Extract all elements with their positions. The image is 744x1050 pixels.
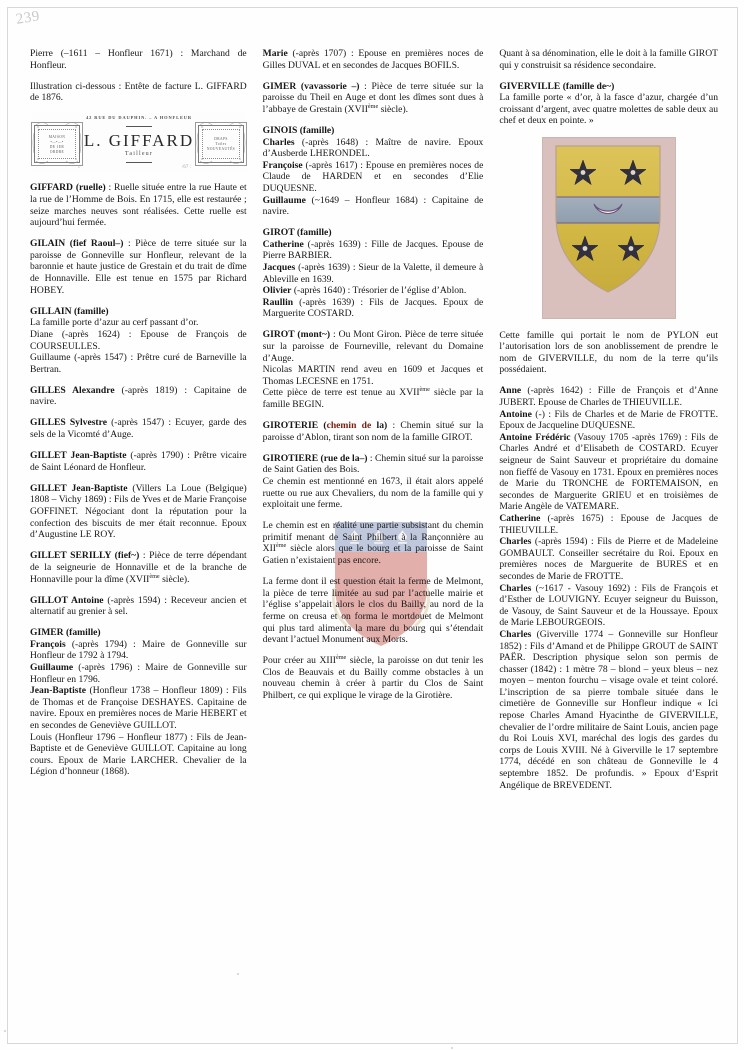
entry-gilles-sylvestre: GILLES Sylvestre (-après 1547) : Ecuyer, garde des sels de la Vicomté d’Auge. [30, 417, 247, 441]
heading-gillain-famille: GILLAIN (famille) [30, 305, 109, 317]
letterhead-left-line: •—•—• [50, 139, 64, 144]
letterhead-right-ornament-box [198, 125, 244, 163]
entry-gillain-diane: Diane (-après 1624) : Epouse de François de COURSEULLES. [30, 328, 247, 352]
entry-giverville-charles-1617: Charles (~1617 - Vasouy 1692) : Fils de François et d’Esther de LOUVIGNY. Ecuyer seigneur du Buisson, de Vasouy, de Saint Sauveur et de la Houssaye. Epoux de Marie LEBOURGEOIS. [499, 582, 718, 629]
heading-girot-famille: GIROT (famille) [262, 227, 332, 239]
entry-giverville-pylon: Cette famille qui portait le nom de PYLON eut l’autorisation lors de son anoblissement de prendre le nom de GIVERVILLE, du nom de la terre qu’ils possédaient. [499, 329, 718, 376]
letterhead-right-line: NOUVEAUTÉS [206, 147, 236, 152]
entry-girot-mont-aveu: Nicolas MARTIN rend aveu en 1609 et Jacques et Thomas LECESNE en 1751. [262, 364, 484, 387]
heading-giverville-famille: GIVERVILLE (famille de~) [499, 80, 615, 92]
entry-gillet-serilly: GILLET SERILLY (fief~) : Pièce de terre dépendant de la seigneurie de Honnaville et de la branche de Honnaville pour la dîme (XVIIème siècle). [30, 550, 247, 585]
entry-gimer-vavassorie: GIMER (vavassorie –) : Pièce de terre située sur la paroisse du Theil en Auge et dont les dîmes sont dues à l’abbaye de Grestain (XVIIème siècle). [262, 80, 484, 115]
entry-girotiere-ferme-melmont: La ferme dont il est question était la ferme de Melmont, la pièce de terre limitée au sud par l’actuelle mairie et l’église s’appelait alors le clos du Bailly, au nord de la ferme on creusa et on forma le mortdouet de Melmont qui plus tard alimenta la mare du bourg qui s’étendait devant l’actuel Monument aux Morts. [262, 576, 484, 646]
letterhead-rule-top [126, 126, 152, 127]
entry-pierre-giffard: Pierre (–1611 – Honfleur 1671) : Marchand de Honfleur. [30, 48, 247, 71]
entry-girot-olivier: Olivier (-après 1640) : Trésorier de l’église d’Ablon. [262, 285, 467, 297]
heading-ginois-famille: GINOIS (famille) [262, 124, 335, 136]
entry-gimer-guillaume: Guillaume (-après 1796) : Maire de Gonneville sur Honfleur en 1796. [30, 662, 247, 685]
entry-giverville-antoine: Antoine (-) : Fils de Charles et de Marie de FROTTE. Epoux de Jacqueline DUQUESNE. [499, 408, 718, 432]
entry-illustration-caption: Illustration ci-dessous : Entête de facture L. GIFFARD de 1876. [30, 80, 247, 104]
entry-girotiere-chemin-primitif: Le chemin est en réalité une partie subsistant du chemin primitif menant de Saint Philbert à la Rançonnière au XIIème siècle alors que le bourg et la paroisse de Saint Gatien n’existaient pas encore. [262, 520, 484, 567]
entry-girot-mont: GIROT (mont~) : Ou Mont Giron. Pièce de terre située sur la paroisse de Fourneville, relevant du Domaine d’Auge. [262, 329, 484, 364]
entry-girotiere-xiii: Pour créer au XIIIème siècle, la paroisse on dut tenir les Clos de Beauvais et du Bailly comme obstacles à un nouveau chemin à créer à partir du Clos de Saint Philbert, ce qui explique le virage de la Girotière. [262, 654, 484, 701]
folio-number: 239 [14, 8, 42, 28]
entry-girotiere-1673: Ce chemin est mentionné en 1673, il était alors appelé ruette ou rue aux Chevaliers, du nom de la famille qui y exploitait une ferme. [262, 476, 484, 511]
entry-girot-catherine: Catherine (-après 1639) : Fille de Jacques. Epouse de Pierre BARBIER. [262, 238, 484, 262]
entry-giverville-blason: La famille porte « d’or, à la fasce d’azur, chargée d’un croissant d’argent, avec quatre molettes de sable deux au chef et deux en pointe. » [499, 92, 718, 127]
column-3 [499, 48, 718, 791]
entry-giverville-charles-1774: Charles (Giverville 1774 – Gonneville sur Honfleur 1852) : Fils d’Amand et de Philippe GROUT de SAINT PAËR. Description physique selon son permis de chasser (1842) : 1 mètre 78 – blond – yeux bleus – nez moyen – menton fourchu – visage ovale et teint coloré. L’inscription de sa pierre tombale située dans le cimetière de Gonneville sur Honfleur indique « Ici repose Charles Amand Hyacinthe de GIVERVILLE, chevalier de l’ordre militaire de Saint Louis, ancien page du Roi Louis XVI, maréchal des logis des gardes du corps de Louis XVIII. Né à Giverville le 17 septembre 1774, décédé en son château de Gonneville le 4 septembre 1852. De profundis. » Epoux d’Esprit Angélique de BREVEDENT. [499, 628, 718, 791]
letterhead-left-line: DE 1ER [49, 144, 65, 149]
entry-giverville-charles-1594: Charles (-après 1594) : Fils de Pierre et de Madeleine GOMBAULT. Conseiller secrétaire du Roi. Epoux en premières noces de Marguerite de BURES et en secondes de Marie de FROTTE. [499, 536, 718, 582]
three-column-layout [30, 48, 718, 978]
entry-giverville-anne: Anne (-après 1642) : Fille de François et d’Anne JUBERT. Epouse de Charles de THIEUVILLE. [499, 385, 718, 409]
entry-gimer-jean-baptiste: Jean-Baptiste (Honfleur 1738 – Honfleur 1809) : Fils de Thomas et de Françoise DESHAYES. Capitaine de navire. Epoux en premières noces de Marie HEBERT et en secondes de Geneviève GUILLOT. [30, 685, 247, 732]
entry-gimer-louis: Louis (Honfleur 1796 – Honfleur 1877) : Fils de Jean-Baptiste et de Geneviève GUILLOT. Capitaine au long cours. Epoux de Marie LARCHER. Chevalier de la Légion d’honneur (1868). [30, 731, 247, 778]
letterhead-mark-left: // [78, 165, 81, 171]
entry-gillet-jean-baptiste-pretre: GILLET Jean-Baptiste (-après 1790) : Prêtre vicaire de Saint Léonard de Honfleur. [30, 450, 247, 473]
entry-girotiere-denomination: Quant à sa dénomination, elle le doit à la famille GIROT qui y construisit sa résidence secondaire. [499, 48, 718, 71]
letterhead-left-line: MAISON [48, 134, 66, 139]
entry-giroterie-chemin: GIROTERIE (chemin de la) : Chemin situé sur la paroisse d’Ablon, tirant son nom de la famille GIROT. [262, 420, 484, 443]
entry-gillot-antoine: GILLOT Antoine (-après 1594) : Receveur ancien et alternatif au grenier à sel. [30, 594, 247, 618]
entry-girot-mont-begin: Cette pièce de terre est tenue au XVIIème siècle par la famille BEGIN. [262, 386, 484, 411]
letterhead-trade: Tailleur [124, 151, 154, 158]
entry-girot-jacques: Jacques (-après 1639) : Sieur de la Valette, il demeure à Ableville en 1639. [262, 262, 484, 285]
giverville-coat-of-arms-figure [542, 137, 676, 319]
entry-ginois-francoise: Françoise (-après 1617) : Epouse en premières noces de Claude de HARDEN et en secondes d’Elie DUQUESNE. [262, 159, 484, 194]
entry-giverville-antoine-frederic: Antoine Frédéric (Vasouy 1705 -après 1769) : Fils de Charles André et d’Elisabeth de COSTARD. Ecuyer seigneur de Saint Sauveur et propriétaire du domaine non fieffé de Vasouy en 1731. Epoux en premières noces de Marie du TRONCHE de FORTEMAISON, en secondes de Marguerite GRIEU et en troisièmes de Marie Angèle de VATEMARE. [499, 431, 718, 513]
entry-giffard-ruelle: GIFFARD (ruelle) : Ruelle située entre la rue Haute et la rue de l’Homme de Bois. En 1715, elle est restaurée ; seize marches neuves sont réalisées. Cette ruelle est aujourd’hui fermée. [30, 182, 247, 229]
scan-speck [4, 1030, 6, 1032]
letterhead-left-ornament-box [34, 125, 80, 163]
entry-giverville-catherine: Catherine (-après 1675) : Epouse de Jacques de THIEUVILLE. [499, 512, 718, 536]
letterhead-business-name: L. GIFFARD [83, 131, 195, 151]
entry-gimer-marie: Marie (-après 1707) : Epouse en premières noces de Gilles DUVAL et en secondes de Jacques BOFILS. [262, 48, 484, 71]
letterhead-right-line: DRAPS [214, 137, 228, 142]
scan-speck [451, 1047, 453, 1049]
entry-ginois-guillaume: Guillaume (~1649 – Honfleur 1684) : Capitaine de navire. [262, 194, 484, 218]
entry-gillain-blason: La famille porte d’azur au cerf passant d’or. [30, 317, 199, 329]
entry-gillain-guillaume: Guillaume (-après 1547) : Prêtre curé de Barneville la Bertran. [30, 352, 247, 375]
entry-gillet-jean-baptiste-villers: GILLET Jean-Baptiste (Villers La Loue (Belgique) 1808 – Vichy 1869) : Fils de Yves et de Marie Françoise GOFFINET. Négociant dont la réputation pour la confection des biscuits de mer était reconnue. Epoux d’Augustine LE ROY. [30, 482, 247, 541]
letterhead-mark-right: /67 : [182, 165, 192, 171]
giffard-letterhead-illustration [32, 113, 246, 171]
entry-gilain-fief-raoul: GILAIN (fief Raoul–) : Pièce de terre située sur la paroisse de Gonneville sur Honfleur, relevant de la baronnie et haute justice de Grestain et du trait de dîme de Honnaville. Elle est tenue en 1575 par Richard HOBEY. [30, 238, 247, 296]
entry-ginois-charles: Charles (-après 1648) : Maître de navire. Epoux d’Ausberde LHERONDEL. [262, 136, 484, 160]
letterhead-right-line: Toiles [215, 142, 227, 147]
shield-icon [554, 144, 662, 294]
column-2 [263, 48, 484, 711]
letterhead-rule-bottom [126, 162, 152, 163]
entry-gimer-francois: François (-après 1794) : Maire de Gonneville sur Honfleur de 1792 à 1794. [30, 638, 247, 662]
letterhead-left-line: ORDRE [49, 149, 65, 154]
entry-girotiere-rue: GIROTIERE (rue de la–) : Chemin situé sur la paroisse de Saint Gatien des Bois. [262, 452, 484, 476]
entry-gilles-alexandre: GILLES Alexandre (-après 1819) : Capitaine de navire. [30, 384, 247, 408]
shield-image [554, 144, 662, 294]
column-1 [30, 48, 247, 778]
entry-girot-raullin: Raullin (-après 1639) : Fils de Jacques. Epoux de Marguerite COSTARD. [262, 296, 484, 320]
heading-gimer-famille: GIMER (famille) [30, 627, 101, 639]
letterhead-address: 42 RUE DU DAUPHIN. – A HONFLEUR [86, 115, 192, 121]
